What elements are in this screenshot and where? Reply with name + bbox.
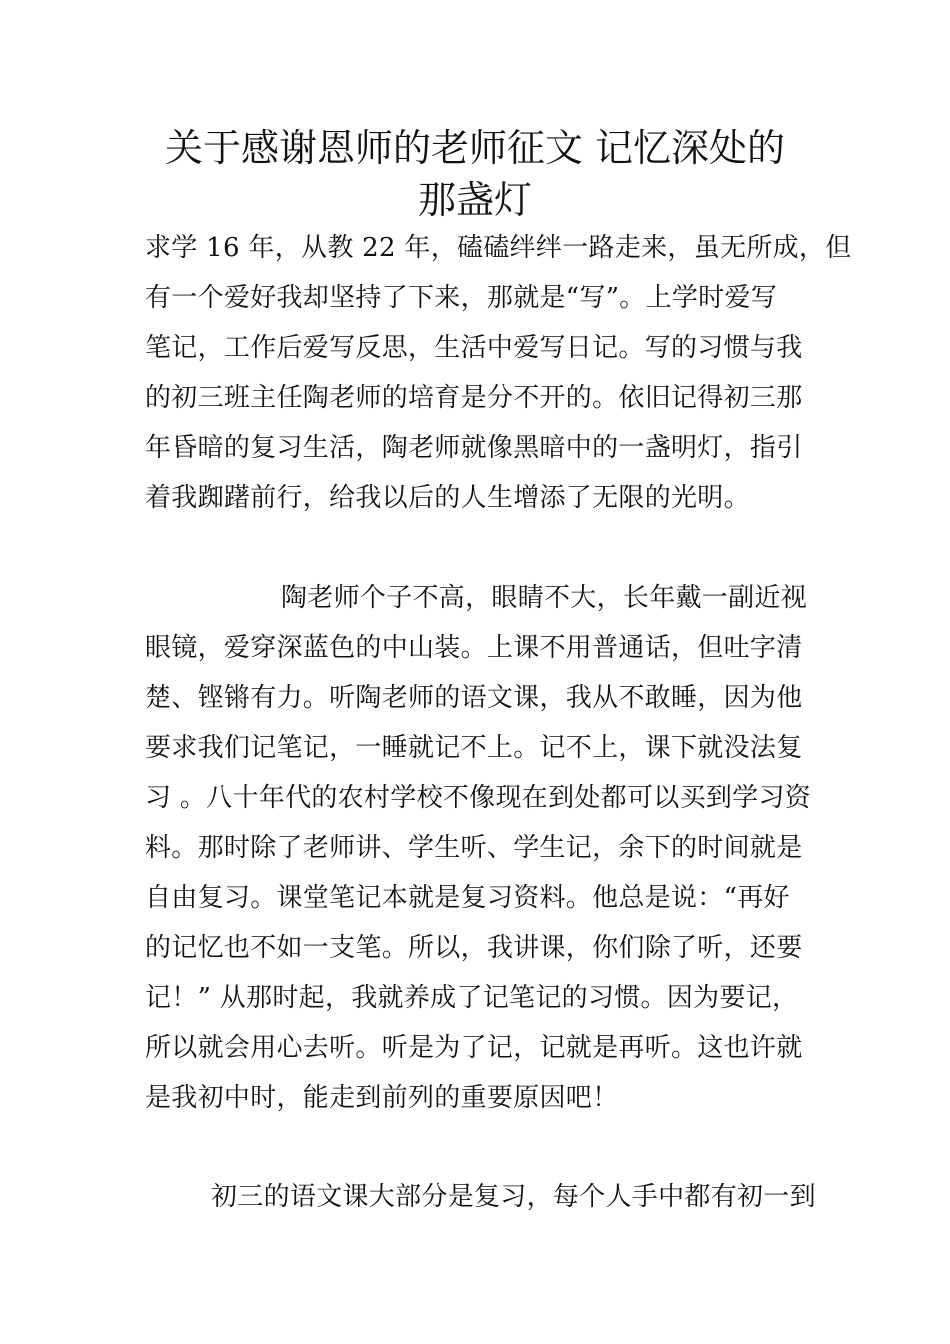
paragraph-line: 的记忆也不如一支笔。所以，我讲课，你们除了听，还要	[145, 933, 803, 963]
paragraph-line: 所以就会用心去听。听是为了记，记就是再听。这也许就	[145, 1033, 803, 1063]
paragraph-line: 求学 16 年，从教 22 年，磕磕绊绊一路走来，虽无所成，但	[145, 233, 852, 263]
paragraph-line: 要求我们记笔记，一睡就记不上。记不上，课下就没法复	[145, 733, 803, 763]
paragraph-line: 眼镜，爱穿深蓝色的中山装。上课不用普通话，但吐字清	[145, 633, 803, 663]
paragraph-line: 着我踟躇前行，给我以后的人生增添了无限的光明。	[145, 483, 750, 513]
paragraph-review-class	[145, 1172, 816, 1222]
paragraph-line: 记！” 从那时起，我就养成了记笔记的习惯。因为要记，	[145, 983, 799, 1013]
paragraph-line: 笔记，工作后爱写反思，生活中爱写日记。写的习惯与我	[145, 333, 803, 363]
paragraph-line: 初三的语文课大部分是复习，每个人手中都有初一到	[211, 1182, 816, 1212]
title-line: 关于感谢恩师的老师征文 记忆深处的	[164, 126, 786, 170]
paragraph-line: 年昏暗的复习生活，陶老师就像黑暗中的一盏明灯，指引	[145, 433, 803, 463]
paragraph-teacher-description	[145, 573, 811, 1123]
paragraph-intro	[145, 223, 852, 523]
title-line: 那盏灯	[417, 178, 532, 222]
paragraph-line: 有一个爱好我却坚持了下来，那就是“写”。上学时爱写	[145, 283, 778, 313]
paragraph-line: 料。那时除了老师讲、学生听、学生记，余下的时间就是	[145, 833, 803, 863]
paragraph-line: 陶老师个子不高，眼睛不大，长年戴一副近视	[281, 583, 808, 613]
paragraph-line: 自由复习。课堂笔记本就是复习资料。他总是说：“再好	[145, 883, 790, 913]
document-title	[120, 122, 830, 226]
paragraph-line: 的初三班主任陶老师的培育是分不开的。依旧记得初三那	[145, 383, 803, 413]
paragraph-line: 楚、铿锵有力。听陶老师的语文课，我从不敢睡，因为他	[145, 683, 803, 713]
paragraph-line: 是我初中时，能走到前列的重要原因吧！	[145, 1083, 619, 1113]
paragraph-line: 习 。八十年代的农村学校不像现在到处都可以买到学习资	[145, 783, 812, 813]
